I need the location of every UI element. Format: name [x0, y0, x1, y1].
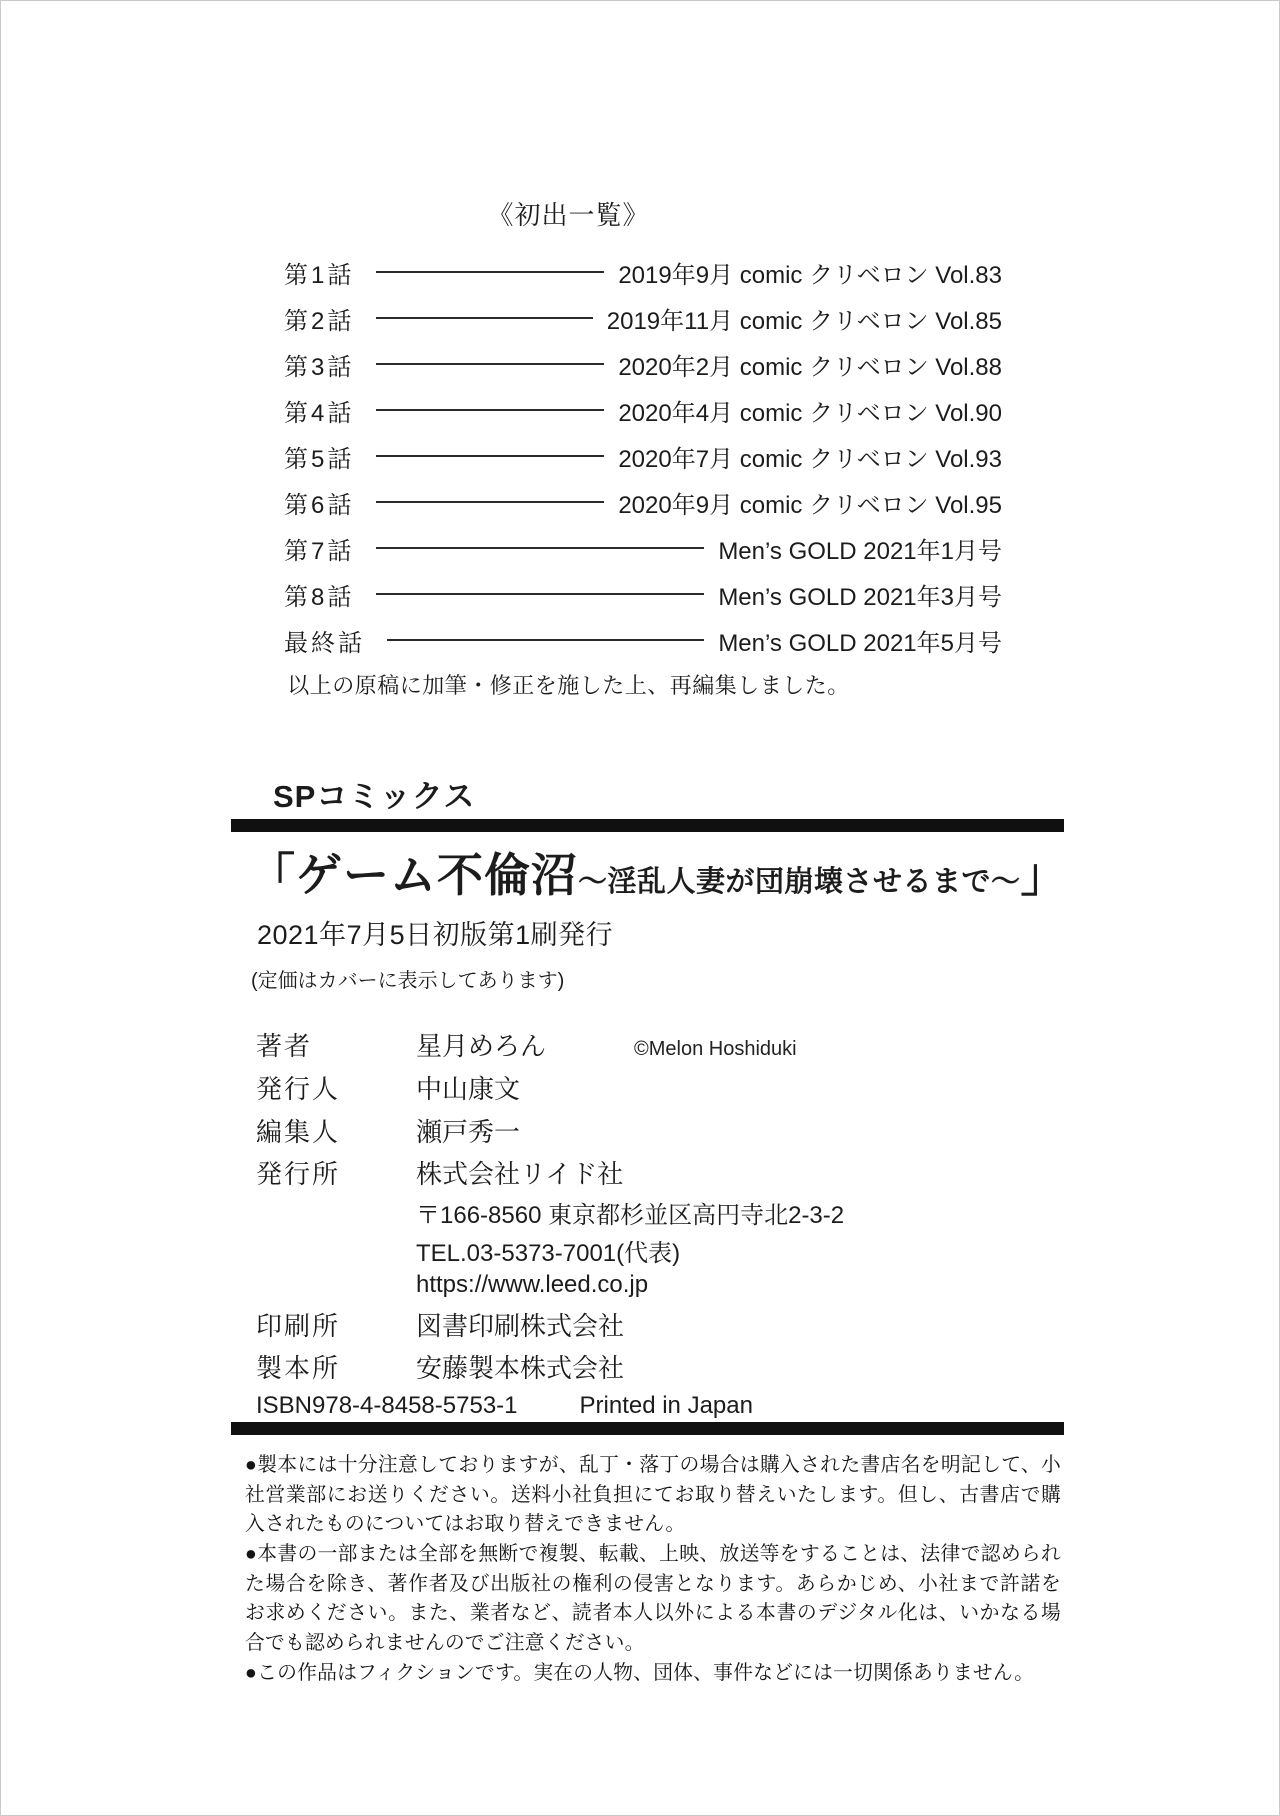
divider-bar-bottom [231, 1422, 1064, 1435]
field-binder-label: 製本所 [256, 1353, 341, 1383]
edition-line: 2021年7月5日初版第1刷発行 [257, 920, 614, 950]
first-publication-header: 《初出一覧》 [487, 200, 650, 230]
field-author [256, 1026, 797, 1063]
first-publication-row [284, 525, 1002, 571]
first-publication-row [284, 479, 1002, 525]
publisher-url: https://www.leed.co.jp [416, 1271, 649, 1298]
field-author-label: 著者 [256, 1031, 313, 1061]
field-editor [256, 1112, 520, 1149]
chapter-label: 最終話 [284, 629, 365, 657]
reedit-note: 以上の原稿に加筆・修正を施した上、再編集しました。 [287, 673, 850, 698]
field-printer-value: 図書印刷株式会社 [416, 1311, 625, 1341]
notice-paragraph: ●本書の一部または全部を無断で複製、転載、上映、放送等をすることは、法律で認められた場合を除き、著作者及び出版社の権利の侵害となります。あらかじめ、小社まで許諾をお求めください。また、業者など、読者本人以外による本書のデジタル化は、いかなる場合でも認められませんのでご注意ください。 [245, 1543, 1061, 1655]
leader-line [376, 547, 704, 549]
first-publication-list [284, 249, 1002, 663]
source-label: Men’s GOLD 2021年5月号 [718, 629, 1002, 657]
publisher-address: 〒166-8560 東京都杉並区高円寺北2-3-2 [416, 1202, 845, 1229]
isbn-line [256, 1392, 753, 1420]
chapter-label: 第7話 [284, 537, 355, 565]
leader-line [376, 317, 592, 319]
printed-in-japan: Printed in Japan [579, 1392, 753, 1419]
field-printer [256, 1306, 624, 1343]
chapter-label: 第4話 [284, 399, 355, 427]
source-label: 2020年4月 comic クリベロン Vol.90 [618, 399, 1002, 427]
chapter-label: 第6話 [284, 491, 355, 519]
field-publisher-person-value: 中山康文 [416, 1074, 521, 1104]
field-binder-value: 安藤製本株式会社 [416, 1353, 625, 1383]
divider-bar-top [231, 819, 1064, 832]
book-title-main: 「ゲーム不倫沼 [249, 849, 578, 901]
publisher-phone: TEL.03-5373-7001(代表) [416, 1240, 681, 1267]
price-note: (定価はカバーに表示してあります) [251, 970, 565, 992]
first-publication-row [284, 249, 1002, 295]
source-label: 2019年11月 comic クリベロン Vol.85 [606, 307, 1002, 335]
field-publisher-person [256, 1069, 520, 1106]
first-publication-row [284, 617, 1002, 663]
first-publication-row [284, 341, 1002, 387]
field-binder [256, 1348, 624, 1385]
chapter-label: 第8話 [284, 583, 355, 611]
source-label: 2020年2月 comic クリベロン Vol.88 [618, 353, 1002, 381]
leader-line [376, 271, 604, 273]
series-label: SPコミックス [273, 779, 476, 814]
leader-line [376, 363, 604, 365]
chapter-label: 第1話 [284, 261, 355, 289]
book-title [249, 839, 1067, 905]
chapter-label: 第5話 [284, 445, 355, 473]
first-publication-row [284, 295, 1002, 341]
first-publication-row [284, 571, 1002, 617]
field-publisher-person-label: 発行人 [256, 1074, 341, 1104]
notice-paragraph: ●製本には十分注意しておりますが、乱丁・落丁の場合は購入された書店名を明記して、小社営業部にお送りください。送料小社負担にてお取り替えいたします。但し、古書店で購入されたものについてはお取り替えできません。 [245, 1454, 1061, 1536]
book-title-close-bracket: 」 [1020, 849, 1067, 901]
chapter-label: 第2話 [284, 307, 355, 335]
leader-line [387, 639, 704, 641]
leader-line [376, 501, 604, 503]
field-publisher-value: 株式会社リイド社 [416, 1159, 624, 1189]
field-editor-value: 瀬戸秀一 [416, 1117, 521, 1147]
legal-notices [245, 1451, 1061, 1689]
leader-line [376, 593, 704, 595]
chapter-label: 第3話 [284, 353, 355, 381]
leader-line [376, 409, 604, 411]
field-editor-label: 編集人 [256, 1117, 341, 1147]
notice-paragraph: ●この作品はフィクションです。実在の人物、団体、事件などには一切関係ありません。 [245, 1661, 1035, 1684]
isbn-number: ISBN978-4-8458-5753-1 [256, 1392, 518, 1419]
source-label: 2020年9月 comic クリベロン Vol.95 [618, 491, 1002, 519]
field-author-value: 星月めろん [416, 1031, 547, 1061]
first-publication-row [284, 433, 1002, 479]
book-title-subtitle: ～淫乱人妻が団崩壊させるまで～ [578, 866, 1021, 898]
copyright-credit: ©Melon Hoshiduki [634, 1038, 797, 1060]
source-label: 2019年9月 comic クリベロン Vol.83 [618, 261, 1002, 289]
field-publisher [256, 1154, 623, 1191]
source-label: Men’s GOLD 2021年3月号 [718, 583, 1002, 611]
field-publisher-label: 発行所 [256, 1159, 341, 1189]
leader-line [376, 455, 604, 457]
source-label: 2020年7月 comic クリベロン Vol.93 [618, 445, 1002, 473]
source-label: Men’s GOLD 2021年1月号 [718, 537, 1002, 565]
first-publication-row [284, 387, 1002, 433]
field-printer-label: 印刷所 [256, 1311, 341, 1341]
